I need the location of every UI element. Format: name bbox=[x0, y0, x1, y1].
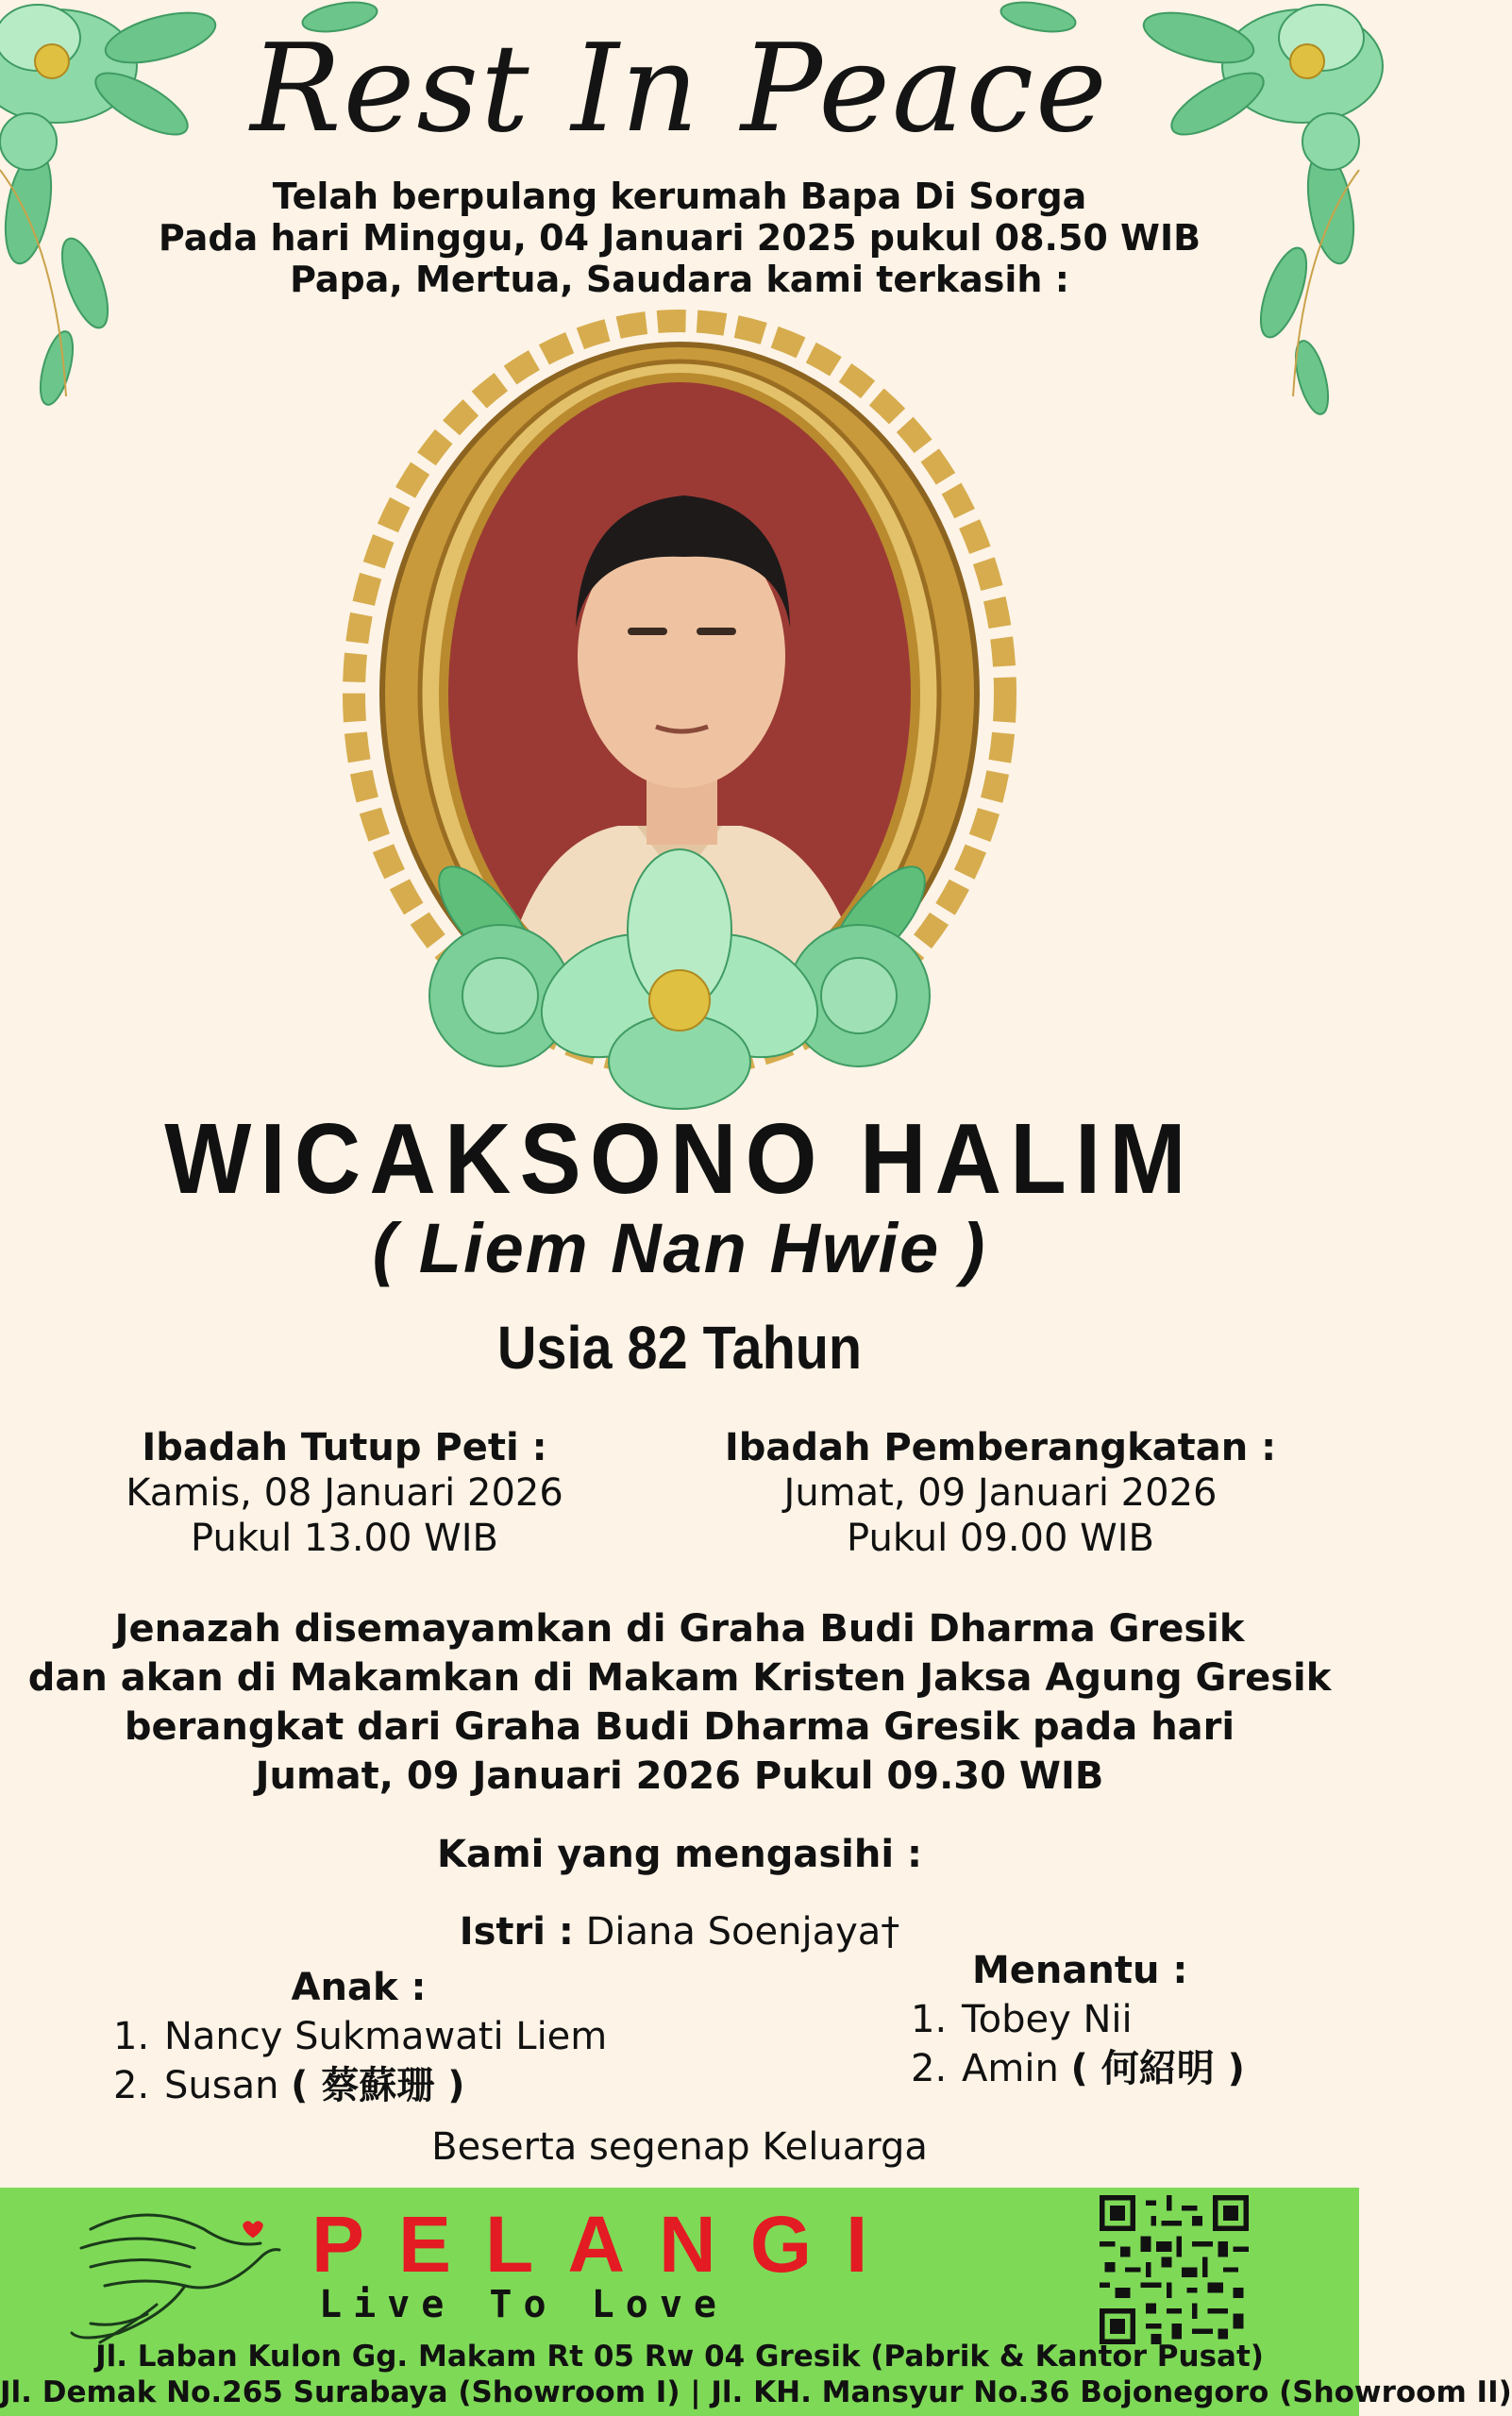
list-item: 2. Amin ( 何紹明 ) bbox=[911, 2047, 1245, 2090]
service-date: Kamis, 08 Januari 2026 bbox=[126, 1471, 563, 1515]
service-heading: Ibadah Tutup Peti : bbox=[142, 1426, 547, 1469]
service-heading: Ibadah Pemberangkatan : bbox=[724, 1426, 1277, 1469]
deceased-name: WICAKSONO HALIM bbox=[164, 1103, 1195, 1215]
deceased-alias: ( Liem Nan Hwie ) bbox=[372, 1209, 987, 1287]
burial-line-3: berangkat dari Graha Budi Dharma Gresik pada hari bbox=[124, 1705, 1235, 1749]
service-departure bbox=[698, 1425, 1302, 1561]
children-heading: Anak : bbox=[291, 1966, 427, 2009]
service-date: Jumat, 09 Januari 2026 bbox=[783, 1471, 1218, 1515]
inlaw-name: Amin bbox=[962, 2047, 1059, 2090]
list-item: 1. Nancy Sukmawati Liem bbox=[113, 2015, 608, 2058]
burial-line-1: Jenazah disemayamkan di Graha Budi Dharma Gresik bbox=[114, 1607, 1245, 1651]
wife-label: Istri : bbox=[459, 1910, 574, 1954]
service-time: Pukul 09.00 WIB bbox=[847, 1517, 1154, 1560]
inlaw-alias: ( 何紹明 ) bbox=[1070, 2047, 1245, 2090]
address-showrooms: Jl. Demak No.265 Surabaya (Showroom I) | Jl. KH. Mansyur No.36 Bojonegoro (Showroom II) bbox=[0, 2375, 1512, 2409]
brand-tagline: Live To Love bbox=[319, 2283, 728, 2326]
deceased-age: Usia 82 Tahun bbox=[496, 1314, 863, 1382]
service-closing-casket bbox=[42, 1425, 647, 1561]
intro-line-1: Telah berpulang kerumah Bapa Di Sorga bbox=[272, 176, 1087, 217]
child-alias: ( 蔡蘇珊 ) bbox=[291, 2064, 465, 2107]
list-item: 1. Tobey Nii bbox=[911, 1998, 1133, 2041]
intro-line-3: Papa, Mertua, Saudara kami terkasih : bbox=[290, 259, 1069, 300]
intro-line-2: Pada hari Minggu, 04 Januari 2025 pukul 08.50 WIB bbox=[158, 217, 1201, 259]
memorial-portrait-frame bbox=[335, 316, 1024, 1109]
family-heading: Kami yang mengasihi : bbox=[437, 1833, 922, 1876]
inlaw-name: Tobey Nii bbox=[962, 1998, 1133, 2041]
inlaws-list bbox=[911, 1946, 1245, 2093]
page-title: Rest In Peace bbox=[250, 19, 1109, 159]
child-name: Susan bbox=[164, 2064, 279, 2107]
service-time: Pukul 13.00 WIB bbox=[191, 1517, 498, 1560]
list-item: 2. Susan ( 蔡蘇珊 ) bbox=[113, 2064, 465, 2107]
children-list bbox=[113, 1963, 607, 2110]
announcement-intro bbox=[0, 176, 1359, 300]
deceased-cross-mark: † bbox=[881, 1910, 900, 1954]
burial-details bbox=[0, 1604, 1359, 1801]
dove-logo-icon bbox=[62, 2191, 298, 2352]
burial-line-4: Jumat, 09 Januari 2026 Pukul 09.30 WIB bbox=[255, 1754, 1104, 1798]
burial-line-2: dan akan di Makamkan di Makam Kristen Jaksa Agung Gresik bbox=[27, 1656, 1332, 1700]
child-name: Nancy Sukmawati Liem bbox=[164, 2015, 608, 2058]
wife-name: Diana Soenjaya bbox=[585, 1910, 882, 1954]
brand-name: PELANGI bbox=[311, 2200, 902, 2289]
address-head-office: Jl. Laban Kulon Gg. Makam Rt 05 Rw 04 Gresik (Pabrik & Kantor Pusat) bbox=[95, 2340, 1264, 2374]
closing-line: Beserta segenap Keluarga bbox=[431, 2125, 928, 2169]
inlaws-heading: Menantu : bbox=[972, 1949, 1188, 1992]
qr-code-icon bbox=[1100, 2195, 1249, 2344]
